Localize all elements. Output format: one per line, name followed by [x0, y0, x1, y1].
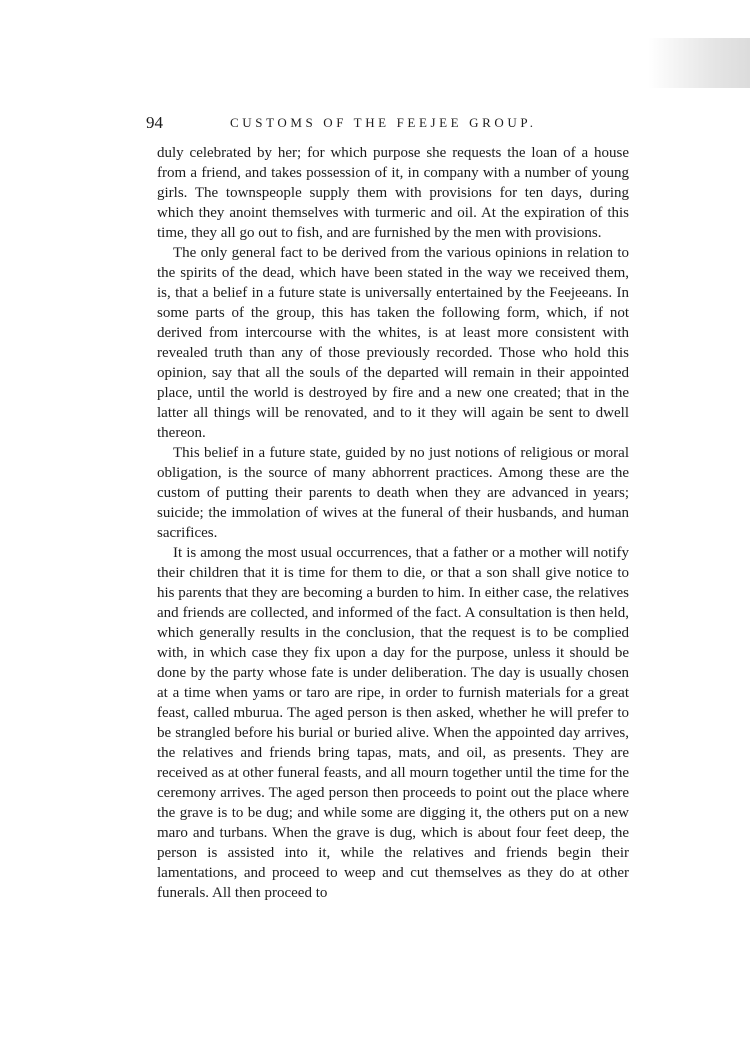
- page-edge-shadow: [648, 38, 750, 88]
- paragraph-aged-parents: It is among the most usual occurrences, that a father or a mother will notify their children that it is time for them to die, or that a son shall give notice to his parents that they are becoming a burden to him. In either case, the relatives and friends are collected, and informed of the fact. A consultation is then held, which generally results in the conclusion, that the request is to be complied with, in which case they fix upon a day for the purpose, unless it should be done by the party whose fate is under deliberation. The day is usually chosen at a time when yams or taro are ripe, in order to furnish materials for a great feast, called mburua. The aged person is then asked, whether he will prefer to be strangled before his burial or buried alive. When the appointed day arrives, the relatives and friends bring tapas, mats, and oil, as presents. They are received as at other funeral feasts, and all mourn together until the time for the ceremony arrives. The aged person then proceeds to point out the place where the grave is to be dug; and while some are digging it, the others put on a new maro and turbans. When the grave is dug, which is about four feet deep, the person is assisted into it, while the relatives and friends begin their lamentations, and proceed to weep and cut themselves as they do at other funerals. All then proceed to: [157, 545, 629, 901]
- paragraph-continuation: duly celebrated by her; for which purpose she requests the loan of a house from a friend, and takes possession of it, in company with a number of young girls. The townspeople supply them with provisions for ten days, during which they anoint themselves with turmeric and oil. At the expiration of this time, they all go out to fish, and are furnished by the men with provisions.: [157, 145, 629, 241]
- paragraph-abhorrent-practices: This belief in a future state, guided by no just notions of religious or moral obligation, is the source of many abhorrent practices. Among these are the custom of putting their parents to death when they are advanced in years; suicide; the immolation of wives at the funeral of their husbands, and human sacrifices.: [157, 445, 629, 541]
- running-title: CUSTOMS OF THE FEEJEE GROUP.: [230, 115, 537, 130]
- body-text: [157, 143, 629, 903]
- paragraph-spirits-of-dead: The only general fact to be derived from the various opinions in relation to the spirits of the dead, which have been stated in the way we received them, is, that a belief in a future state is universally entertained by the Feejeeans. In some parts of the group, this has taken the following form, which, if not derived from intercourse with the whites, is at least more consistent with revealed truth than any of those previously recorded. Those who hold this opinion, say that all the souls of the departed will remain in their appointed place, until the world is destroyed by fire and a new one created; that in the latter all things will be renovated, and to it they will again be sent to dwell thereon.: [157, 245, 629, 441]
- page-header: [146, 112, 616, 134]
- page-number: 94: [146, 113, 163, 132]
